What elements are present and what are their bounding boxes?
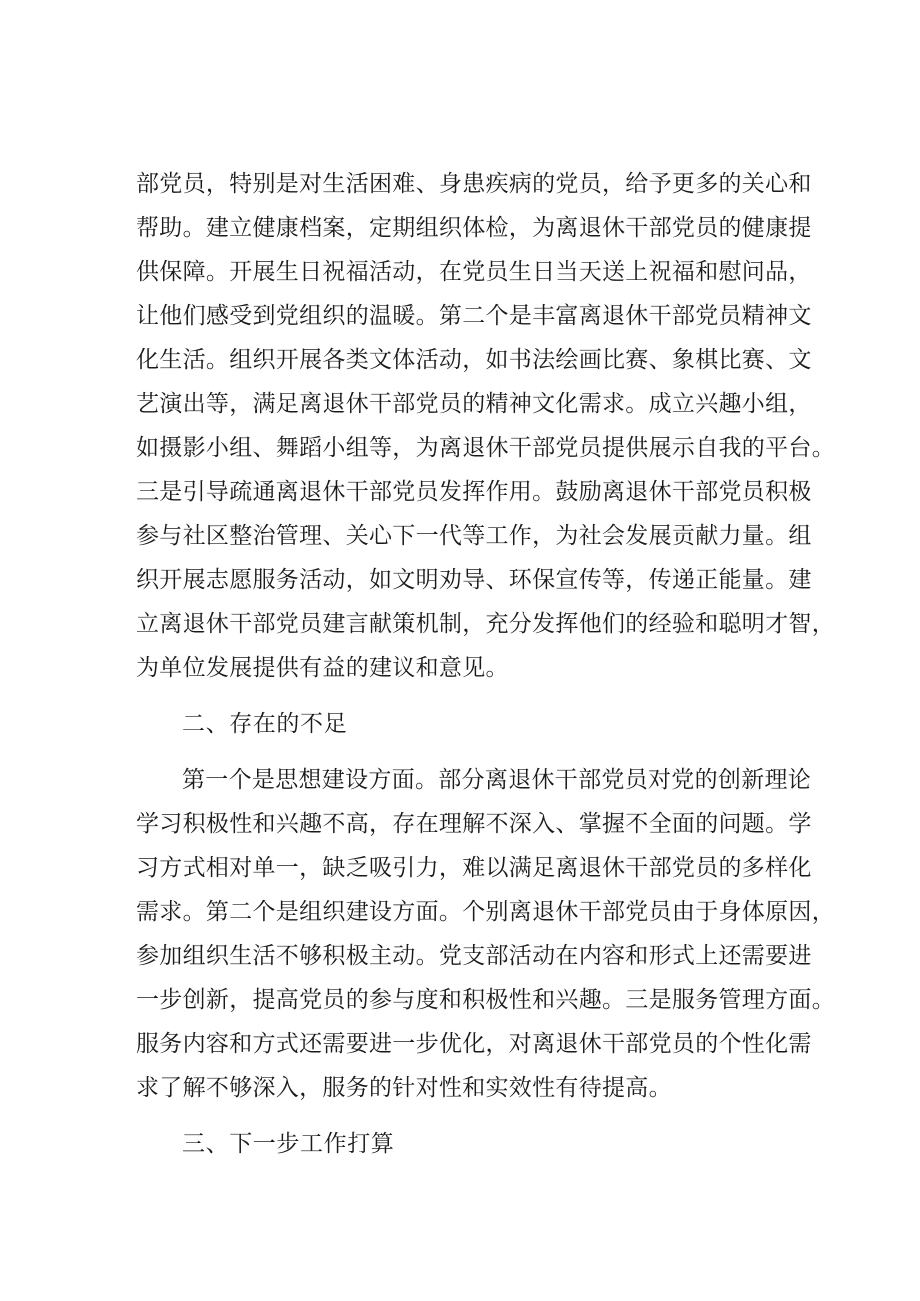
text-line: 立离退休干部党员建言献策机制，充分发挥他们的经验和聪明才智，	[136, 611, 835, 637]
text-line: 为单位发展提供有益的建议和意见。	[136, 655, 509, 681]
text-line: 学习积极性和兴趣不高，存在理解不深入、掌握不全面的问题。学	[136, 811, 812, 837]
text-line: 供保障。开展生日祝福活动，在党员生日当天送上祝福和慰问品，	[136, 259, 812, 285]
text-line: 织开展志愿服务活动，如文明劝导、环保宣传等，传递正能量。建	[136, 567, 812, 593]
text-line: 三是引导疏通离退休干部党员发挥作用。鼓励离退休干部党员积极	[136, 479, 812, 505]
text-line: 化生活。组织开展各类文体活动，如书法绘画比赛、象棋比赛、文	[136, 347, 812, 373]
text-line: 参与社区整治管理、关心下一代等工作，为社会发展贡献力量。组	[136, 523, 812, 549]
text-line: 求了解不够深入，服务的针对性和实效性有待提高。	[136, 1075, 672, 1101]
text-line: 需求。第二个是组织建设方面。个别离退休干部党员由于身体原因，	[136, 899, 835, 925]
text-line: 第一个是思想建设方面。部分离退休干部党员对党的创新理论	[182, 767, 812, 793]
text-line: 参加组织生活不够积极主动。党支部活动在内容和形式上还需要进	[136, 943, 812, 969]
text-line: 一步创新，提高党员的参与度和积极性和兴趣。三是服务管理方面。	[136, 987, 835, 1013]
section-heading-2: 二、存在的不足	[182, 711, 348, 737]
text-line: 如摄影小组、舞蹈小组等，为离退休干部党员提供展示自我的平台。	[136, 435, 835, 461]
text-line: 让他们感受到党组织的温暖。第二个是丰富离退休干部党员精神文	[136, 303, 812, 329]
text-line: 帮助。建立健康档案，定期组织体检，为离退休干部党员的健康提	[136, 215, 812, 241]
text-line: 艺演出等，满足离退休干部党员的精神文化需求。成立兴趣小组，	[136, 391, 812, 417]
text-line: 部党员，特别是对生活困难、身患疾病的党员，给予更多的关心和	[136, 171, 812, 197]
section-heading-3: 三、下一步工作打算	[182, 1131, 395, 1157]
text-line: 服务内容和方式还需要进一步优化，对离退休干部党员的个性化需	[136, 1031, 812, 1057]
text-line: 习方式相对单一，缺乏吸引力，难以满足离退休干部党员的多样化	[136, 855, 812, 881]
